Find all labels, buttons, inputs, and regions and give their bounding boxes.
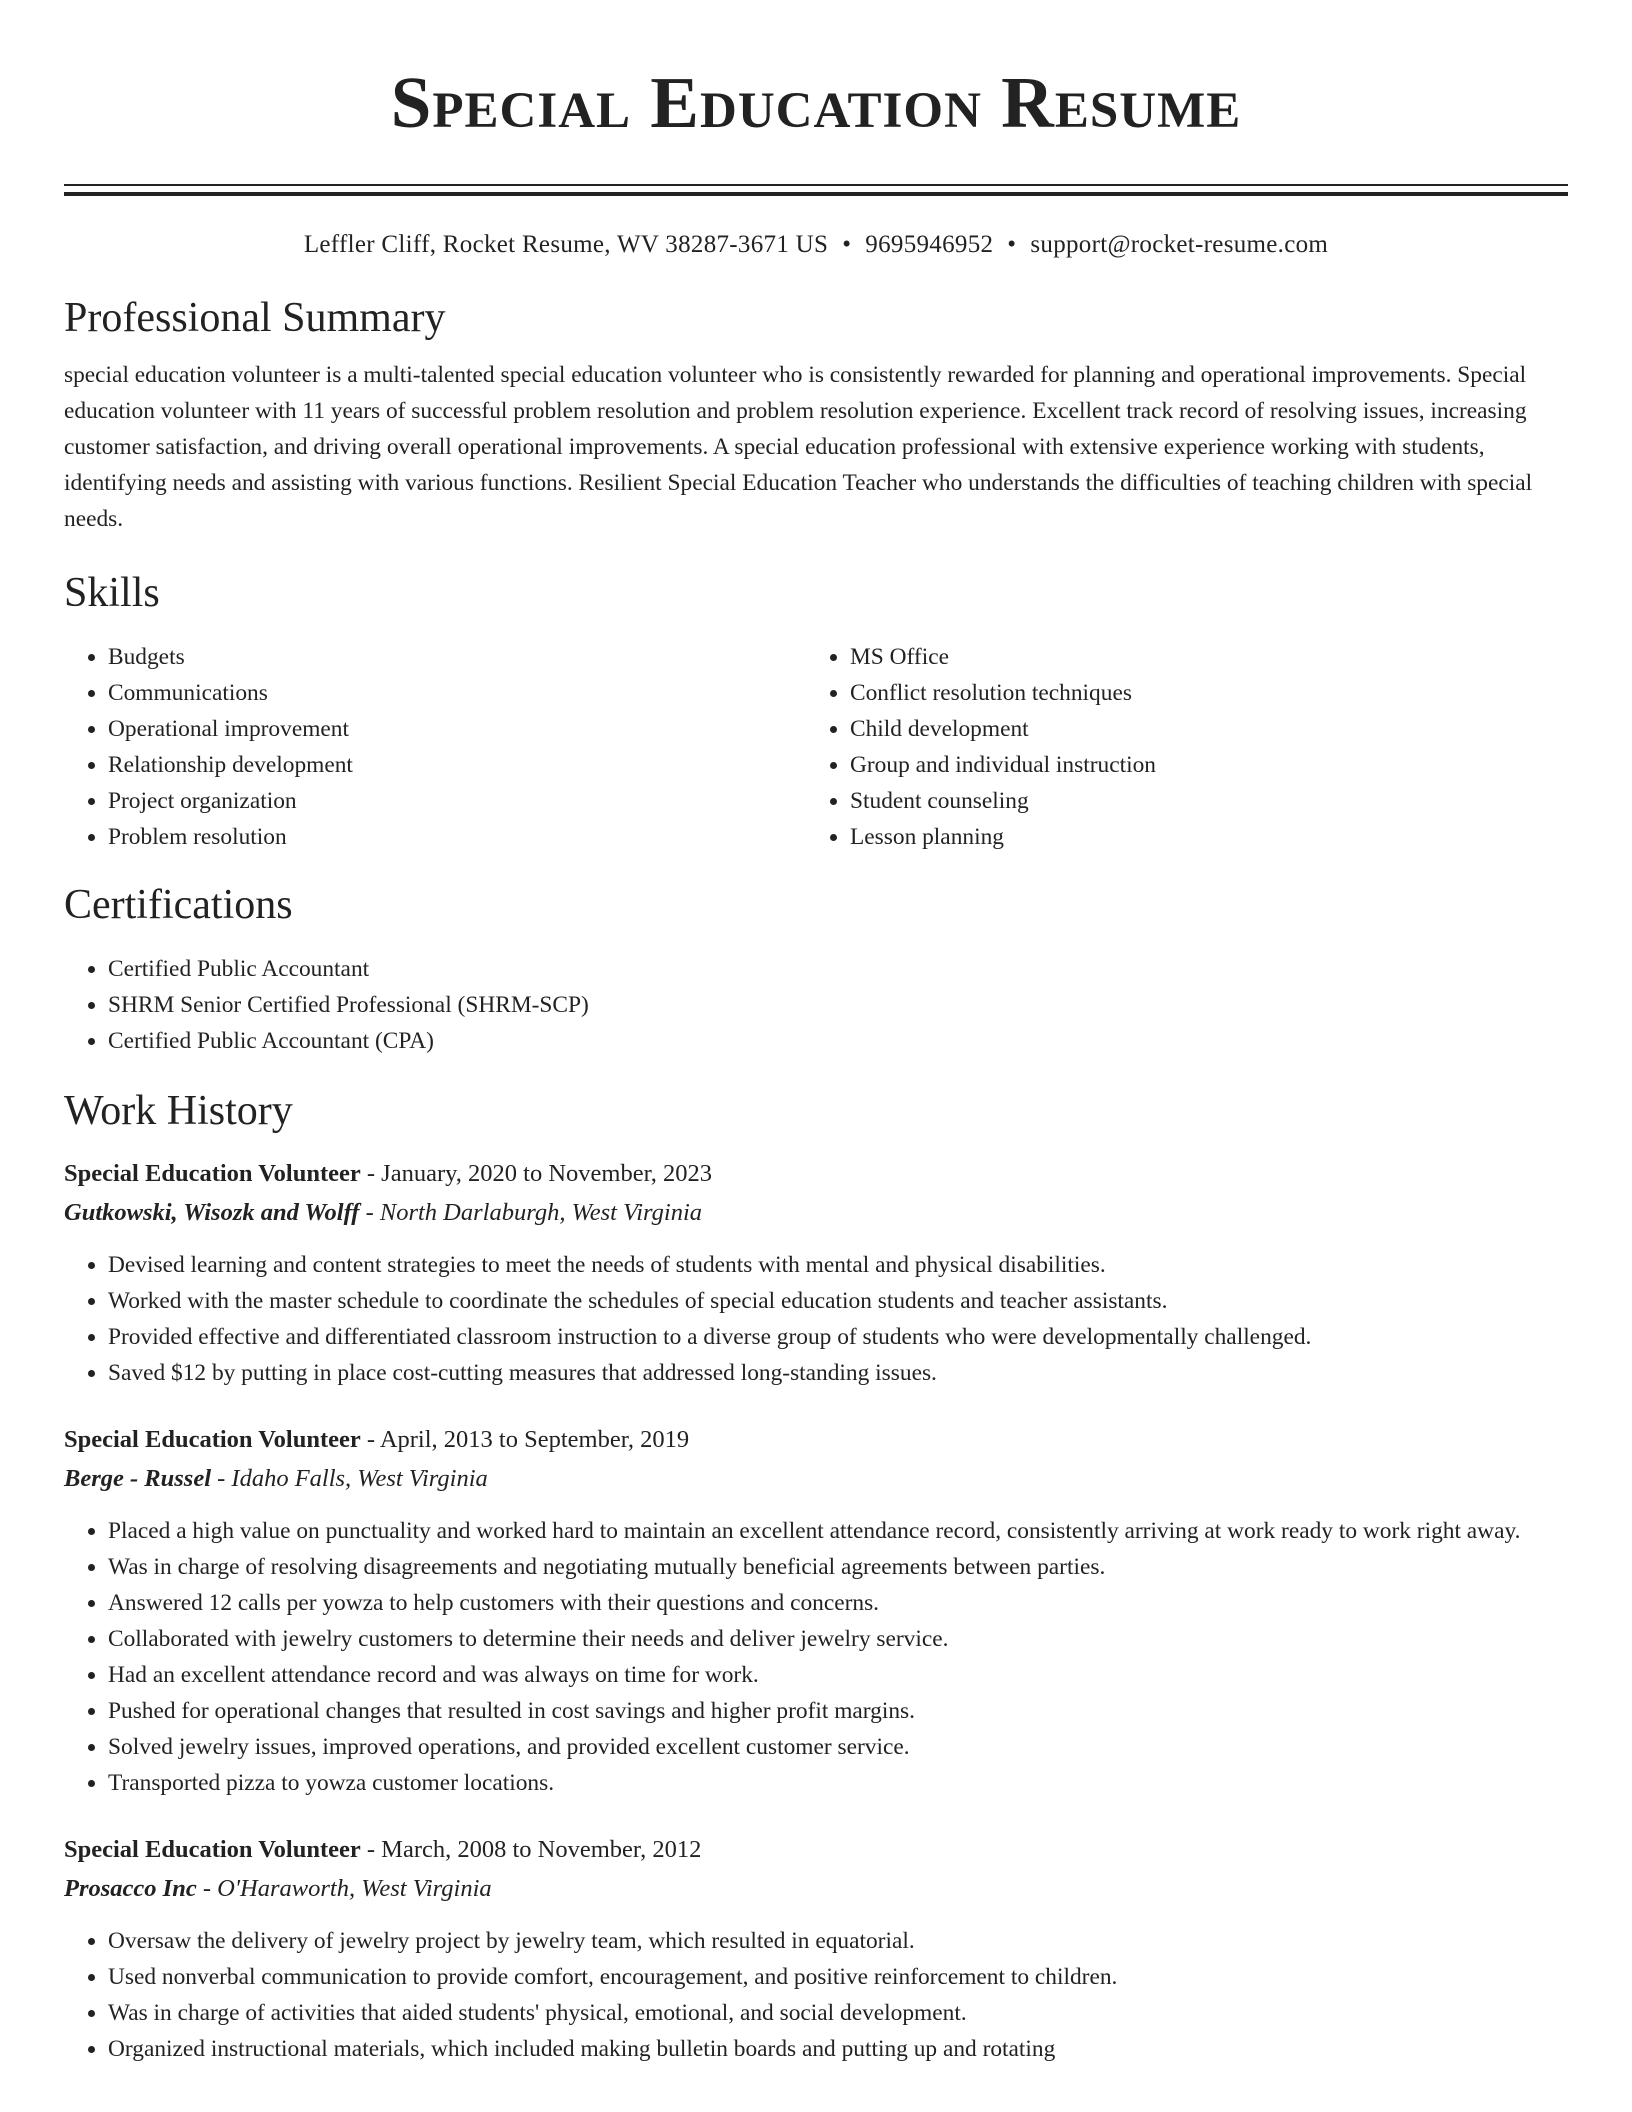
job-bullet: • Transported pizza to yowza customer locations. [108, 1765, 1568, 1801]
summary-text: special education volunteer is a multi-talented special education volunteer who is consistently rewarded for planning and operational improvements. Special education volunteer with 11 years of successful problem resolution and problem resolution experience. Excellent track record of resolving issues, increasing customer satisfaction, and driving overall operational improvements. A special education professional with extensive experience working with students, identifying needs and assisting with various functions. Resilient Special Education Teacher who understands the difficulties of teaching children with special needs. [64, 362, 1533, 532]
skill-item: • Student counseling [850, 783, 1548, 819]
certification-item: • Certified Public Accountant [108, 951, 1568, 987]
skill-item: • Relationship development [108, 747, 806, 783]
summary-heading: Professional Summary [64, 295, 446, 341]
company-location: - O'Haraworth, West Virginia [196, 1875, 492, 1902]
contact-separator: • [842, 231, 852, 258]
job-title-line [64, 1155, 1568, 1193]
job-bullet: • Was in charge of resolving disagreements and negotiating mutually beneficial agreements between parties. [108, 1549, 1568, 1585]
job-bullet: • Worked with the master schedule to coordinate the schedules of special education students and teacher assistants. [108, 1283, 1568, 1319]
title-divider-thick [64, 192, 1568, 196]
job-bullet: • Used nonverbal communication to provide comfort, encouragement, and positive reinforcement to children. [108, 1959, 1568, 1995]
job-bullet: • Pushed for operational changes that resulted in cost savings and higher profit margins. [108, 1693, 1568, 1729]
contact-address: Leffler Cliff, Rocket Resume, WV 38287-3671 US [303, 231, 829, 258]
job-title: Special Education Volunteer [64, 1836, 361, 1863]
skill-item: • Conflict resolution techniques [850, 675, 1548, 711]
contact-email: support@rocket-resume.com [1030, 231, 1329, 258]
contact-separator: • [1007, 231, 1017, 258]
job-bullet: • Provided effective and differentiated classroom instruction to a diverse group of students who were developmentally challenged. [108, 1319, 1568, 1355]
contact-phone: 9695946952 [865, 231, 994, 258]
skill-item: • Lesson planning [850, 819, 1548, 855]
work-history-heading: Work History [64, 1088, 293, 1134]
job-bullets [64, 1923, 1568, 2067]
certification-item: • Certified Public Accountant (CPA) [108, 1023, 1568, 1059]
skill-item: • Budgets [108, 639, 806, 675]
certification-item: • SHRM Senior Certified Professional (SHRM-SCP) [108, 987, 1568, 1023]
skill-item: • Problem resolution [108, 819, 806, 855]
job-bullet: • Answered 12 calls per yowza to help customers with their questions and concerns. [108, 1585, 1568, 1621]
certifications-heading: Certifications [64, 882, 293, 928]
page-title: Special Education Resume [390, 62, 1242, 143]
job-dates: - March, 2008 to November, 2012 [360, 1836, 702, 1863]
skill-item: • MS Office [850, 639, 1548, 675]
company-location: - North Darlaburgh, West Virginia [359, 1199, 703, 1226]
company-line [64, 1459, 1568, 1499]
job-entry [64, 1831, 1568, 2067]
job-bullet: • Placed a high value on punctuality and worked hard to maintain an excellent attendance record, consistently arriving at work ready to work right away. [108, 1513, 1568, 1549]
skill-item: • Child development [850, 711, 1548, 747]
job-bullets [64, 1247, 1568, 1391]
company-line [64, 1193, 1568, 1233]
company-location: - Idaho Falls, West Virginia [211, 1465, 488, 1492]
contact-line [64, 229, 1568, 261]
skills-column-left [64, 639, 806, 855]
job-bullets [64, 1513, 1568, 1801]
skills-grid [64, 639, 1568, 855]
skills-column-right [806, 639, 1548, 855]
job-bullet: • Organized instructional materials, which included making bulletin boards and putting up and rotating [108, 2031, 1568, 2067]
title-divider-thin [64, 184, 1568, 186]
job-bullet: • Solved jewelry issues, improved operations, and provided excellent customer service. [108, 1729, 1568, 1765]
skill-item: • Communications [108, 675, 806, 711]
job-bullet: • Devised learning and content strategies to meet the needs of students with mental and physical disabilities. [108, 1247, 1568, 1283]
skill-item: • Operational improvement [108, 711, 806, 747]
job-bullet: • Had an excellent attendance record and was always on time for work. [108, 1657, 1568, 1693]
job-dates: - January, 2020 to November, 2023 [360, 1160, 713, 1187]
job-bullet: • Saved $12 by putting in place cost-cutting measures that addressed long-standing issues. [108, 1355, 1568, 1391]
company-name: Prosacco Inc [64, 1875, 197, 1902]
certifications-list [64, 951, 1568, 1059]
job-bullet: • Oversaw the delivery of jewelry project by jewelry team, which resulted in equatorial. [108, 1923, 1568, 1959]
job-title: Special Education Volunteer [64, 1160, 361, 1187]
resume-page [64, 0, 1568, 2067]
company-name: Gutkowski, Wisozk and Wolff [64, 1199, 360, 1226]
job-title: Special Education Volunteer [64, 1426, 361, 1453]
skill-item: • Group and individual instruction [850, 747, 1548, 783]
job-entry [64, 1155, 1568, 1391]
job-title-line [64, 1831, 1568, 1869]
company-line [64, 1869, 1568, 1909]
job-dates: - April, 2013 to September, 2019 [360, 1426, 690, 1453]
job-title-line [64, 1421, 1568, 1459]
skill-item: • Project organization [108, 783, 806, 819]
job-bullet: • Collaborated with jewelry customers to determine their needs and deliver jewelry service. [108, 1621, 1568, 1657]
company-name: Berge - Russel [64, 1465, 211, 1492]
skills-heading: Skills [64, 570, 160, 616]
job-entry [64, 1421, 1568, 1801]
job-bullet: • Was in charge of activities that aided students' physical, emotional, and social development. [108, 1995, 1568, 2031]
